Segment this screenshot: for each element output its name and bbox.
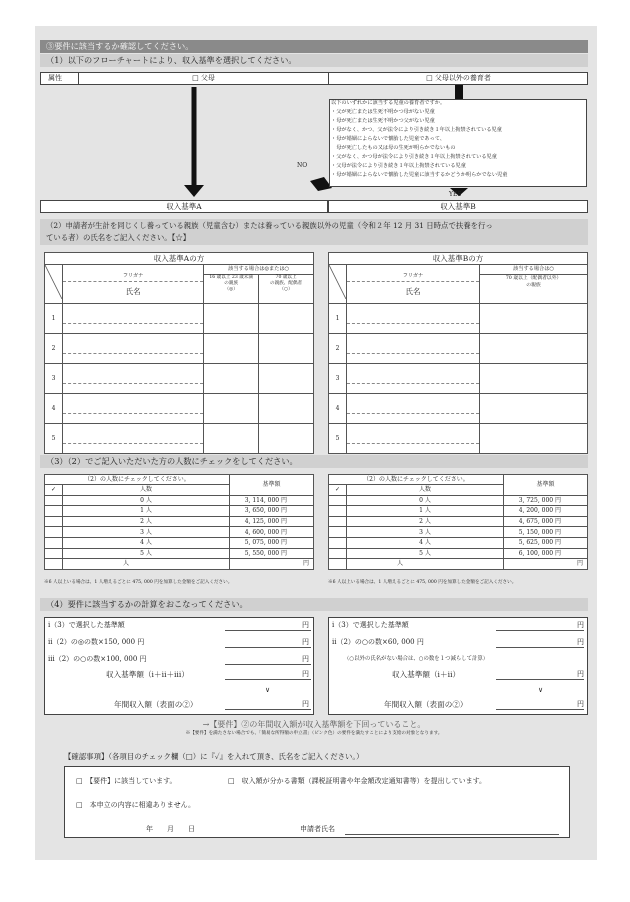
s3-title: （3）（2）でご記入いただいた方の人数にチェックをしてください。: [40, 455, 588, 468]
no-label: NO: [297, 162, 308, 169]
table-b-header: 収入基準Bの方: [432, 254, 484, 263]
s3-note-a: ※6 人以上いる場合は、1 人増えるごとに 475, 000 円を加算した金額をご記入ください。: [44, 580, 233, 585]
confirm-item-no-discrepancy[interactable]: □ 本申立の内容に相違ありません。: [76, 801, 196, 809]
calc-b-line2: ⅱ（2）の○の数×60, 000 円: [332, 638, 424, 646]
applicant-name-label: 申請者氏名: [300, 825, 335, 833]
table-row: 3 人 5, 150, 000 円: [329, 527, 588, 538]
income-standard-b: 収入基準B: [440, 202, 476, 211]
table-row: 人 円: [329, 559, 588, 570]
family-table-a: 収入基準Aの方 フリガナ 氏名 該当する場合は◎または○ 16 歳以上 23 歳未満 の親族 （◎） 70 歳以上 の親族、配偶者 （○） 1 2 3 4 5: [44, 252, 314, 454]
table-row: 4: [45, 394, 314, 424]
name-label-b: 氏名: [405, 286, 421, 296]
table-row: 1: [45, 304, 314, 334]
family-table-b: 収入基準Bの方 フリガナ 氏名 該当する場合は○ 70 歳以上（配偶者以外） の親族 1 2 3 4 5: [328, 252, 588, 454]
table-row: 1: [329, 304, 588, 334]
s3-note-b: ※6 人以上いる場合は、1 人増えるごとに 475, 000 円を加算した金額をご記入ください。: [328, 580, 517, 585]
furigana-label-b: フリガナ: [402, 272, 424, 279]
table-row: 5 人 6, 100, 000 円: [329, 548, 588, 559]
calc-b-total: 収入基準額（ⅰ＋ⅱ）: [392, 670, 461, 679]
attribute-label: 属性: [48, 74, 62, 82]
table-row: 2 人 4, 675, 000 円: [329, 516, 588, 527]
confirm-item-documents[interactable]: □ 収入額が分かる書類（課税証明書や年金額改定通知書等）を提出しています。: [228, 777, 487, 785]
table-row: 0 人 3, 725, 000 円: [329, 495, 588, 506]
table-row: 3: [45, 364, 314, 394]
base-amount-table-b: （2）の人数にチェックしてください。 基準額 ✓ 人数 0 人 3, 725, 000 円 1 人 4, 200, 000 円 2 人 4, 675, 000 円 3 人 5, 150, 000 円 4 人 5, 625, 000 円 5 人 6, 100, 000 円 人 円: [328, 474, 588, 570]
table-row: 5: [329, 424, 588, 454]
table-row: 3: [329, 364, 588, 394]
calc-b-annual: 年間収入額（表面の②）: [384, 700, 468, 709]
option-other-guardian-checkbox[interactable]: □ 父母以外の養育者: [426, 74, 491, 82]
table-row: 5 人 5, 550, 000 円: [45, 548, 314, 559]
table-row: 2: [329, 334, 588, 364]
calc-a-line2: ⅱ（2）の◎の数×150, 000 円: [48, 638, 145, 646]
table-row: 0 人 3, 114, 000 円: [45, 495, 314, 506]
table-row: 4 人 5, 625, 000 円: [329, 537, 588, 548]
yes-label: YES: [449, 191, 462, 198]
table-row: 5: [45, 424, 314, 454]
table-a-header: 収入基準Aの方: [153, 254, 205, 263]
option-parents-checkbox[interactable]: □ 父母: [192, 74, 215, 82]
income-standard-a: 収入基準A: [166, 202, 202, 211]
requirement-result: →【要件】②の年間収入額が収入基準額を下回っていること。: [202, 720, 426, 729]
s2-title-line2: ている者）の氏名をご記入ください。【☆】: [46, 233, 191, 242]
confirm-item-requirement[interactable]: □ 【要件】に該当しています。: [76, 777, 177, 785]
name-label-a: 氏名: [125, 286, 141, 296]
table-row: 4 人 5, 075, 000 円: [45, 537, 314, 548]
calc-a-total: 収入基準額（ⅰ＋ⅱ＋ⅲ）: [106, 670, 189, 679]
table-row: 3 人 4, 600, 000 円: [45, 527, 314, 538]
section-header: ③要件に該当するか確認してください。: [40, 40, 588, 53]
furigana-label-a: フリガナ: [122, 272, 144, 279]
table-row: 2: [45, 334, 314, 364]
calc-a-annual: 年間収入額（表面の②）: [114, 700, 198, 709]
table-row: 人 円: [45, 559, 314, 570]
date-field[interactable]: 年 月 日: [146, 825, 195, 833]
s4-title: （4）要件に該当するかの計算をおこなってください。: [40, 598, 588, 611]
base-amount-table-a: （2）の人数にチェックしてください。 基準額 ✓ 人数 0 人 3, 114, 000 円 1 人 3, 650, 000 円 2 人 4, 125, 000 円 3 人 4, 600, 000 円 4 人 5, 075, 000 円 5 人 5, 550, 000 円 人 円: [44, 474, 314, 570]
s2-title-line1: （2）申請者が生計を同じくし養っている親族（児童含む）または養っている親族以外の児童（令和２年 12 月 31 日時点で扶養を行っ: [46, 221, 493, 230]
calc-a-line3: ⅲ（2）の○の数×100, 000 円: [48, 655, 147, 663]
calc-b-line1: ⅰ（3）で選択した基準額: [332, 621, 409, 629]
calc-a-line1: ⅰ（3）で選択した基準額: [48, 621, 125, 629]
calc-b-note: （○以外の氏名がない場合は、○の数を１つ減らして計算）: [344, 656, 489, 662]
requirement-note: ※【要件】を満たさない場合でも、「簡易な所得額の申立書」（ピンク色）の要件を満たすことにより支給の対象となります。: [185, 731, 443, 736]
table-row: 1 人 4, 200, 000 円: [329, 506, 588, 517]
applicant-name-field[interactable]: [345, 834, 559, 835]
s1-title: （1）以下のフローチャートにより、収入基準を選択してください。: [40, 54, 588, 67]
table-row: 4: [329, 394, 588, 424]
table-row: 1 人 3, 650, 000 円: [45, 506, 314, 517]
table-row: 2 人 4, 125, 000 円: [45, 516, 314, 527]
confirm-title: 【確認事項】（各項目のチェック欄（□）に『✓』を入れて頂き、氏名をご記入ください。）: [64, 752, 364, 761]
